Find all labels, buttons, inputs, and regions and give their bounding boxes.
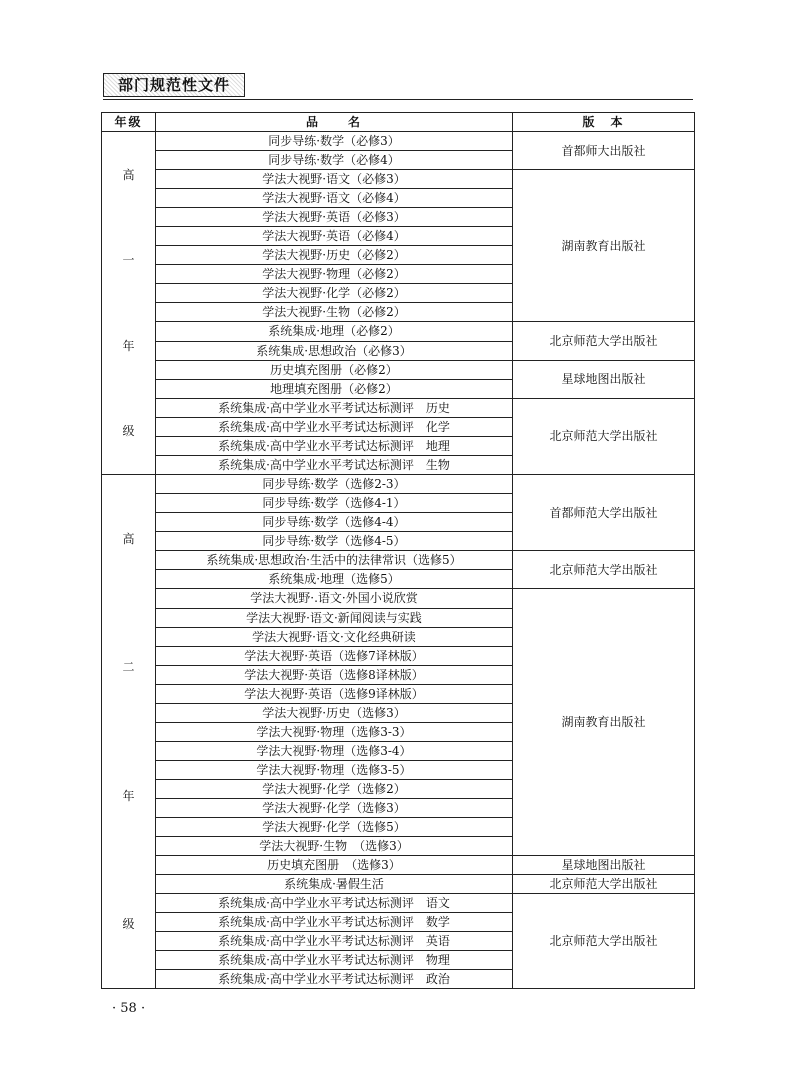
publisher-cell: 北京师范大学出版社 (513, 322, 695, 360)
grade-char: 二 (122, 660, 135, 675)
header-publisher: 版 本 (513, 113, 695, 132)
publisher-cell: 湖南教育出版社 (513, 170, 695, 322)
item-name: 学法大视野·英语（必修4） (156, 227, 513, 246)
item-name: 系统集成·思想政治（必修3） (156, 341, 513, 360)
publisher-cell: 北京师范大学出版社 (513, 398, 695, 474)
item-name: 系统集成·高中学业水平考试达标测评 政治 (156, 970, 513, 989)
item-name: 同步导练·数学（必修4） (156, 151, 513, 170)
item-name: 学法大视野·物理（选修3-5） (156, 760, 513, 779)
publisher-cell: 首都师范大学出版社 (513, 475, 695, 551)
table-row (102, 475, 695, 494)
publisher-cell: 首都师大出版社 (513, 132, 695, 170)
item-name: 系统集成·高中学业水平考试达标测评 语文 (156, 893, 513, 912)
item-name: 学法大视野·物理（选修3-4） (156, 741, 513, 760)
table-header-row (102, 113, 695, 132)
item-name: 系统集成·暑假生活 (156, 874, 513, 893)
publisher-cell: 湖南教育出版社 (513, 589, 695, 855)
item-name: 学法大视野·语文·文化经典研读 (156, 627, 513, 646)
item-name: 学法大视野·.语文·外国小说欣赏 (156, 589, 513, 608)
table-row (102, 893, 695, 912)
table-row (102, 855, 695, 874)
grade-cell (102, 132, 156, 475)
item-name: 学法大视野·化学（选修3） (156, 798, 513, 817)
publisher-cell: 北京师范大学出版社 (513, 874, 695, 893)
table-row (102, 589, 695, 608)
item-name: 系统集成·地理（选修5） (156, 570, 513, 589)
item-name: 学法大视野·生物（必修2） (156, 303, 513, 322)
item-name: 系统集成·高中学业水平考试达标测评 地理 (156, 437, 513, 456)
item-name: 学法大视野·化学（必修2） (156, 284, 513, 303)
grade-char: 级 (122, 916, 135, 931)
item-name: 历史填充图册 （选修3） (156, 855, 513, 874)
textbook-table (101, 112, 695, 989)
item-name: 系统集成·高中学业水平考试达标测评 数学 (156, 913, 513, 932)
item-name: 同步导练·数学（必修3） (156, 132, 513, 151)
item-name: 同步导练·数学（选修4-5） (156, 532, 513, 551)
item-name: 学法大视野·化学（选修2） (156, 779, 513, 798)
item-name: 学法大视野·生物 （选修3） (156, 836, 513, 855)
publisher-cell: 北京师范大学出版社 (513, 551, 695, 589)
header-grade: 年级 (102, 113, 156, 132)
item-name: 学法大视野·物理（选修3-3） (156, 722, 513, 741)
table-row (102, 170, 695, 189)
item-name: 学法大视野·英语（选修7译林版） (156, 646, 513, 665)
item-name: 系统集成·高中学业水平考试达标测评 生物 (156, 456, 513, 475)
grade-char: 高 (122, 167, 135, 182)
item-name: 同步导练·数学（选修4-4） (156, 513, 513, 532)
table-body (102, 132, 695, 989)
item-name: 学法大视野·化学（选修5） (156, 817, 513, 836)
table-row (102, 360, 695, 379)
item-name: 学法大视野·历史（选修3） (156, 703, 513, 722)
publisher-cell: 星球地图出版社 (513, 855, 695, 874)
item-name: 系统集成·高中学业水平考试达标测评 物理 (156, 951, 513, 970)
item-name: 系统集成·高中学业水平考试达标测评 化学 (156, 418, 513, 437)
section-header: 部门规范性文件 (103, 73, 245, 97)
item-name: 学法大视野·语文（必修3） (156, 170, 513, 189)
grade-char: 级 (122, 424, 135, 439)
item-name: 同步导练·数学（选修4-1） (156, 494, 513, 513)
table-row (102, 874, 695, 893)
item-name: 学法大视野·英语（必修3） (156, 208, 513, 227)
table-row (102, 322, 695, 341)
publisher-cell: 北京师范大学出版社 (513, 893, 695, 988)
page-number: · 58 · (112, 1001, 146, 1016)
table-row (102, 132, 695, 151)
item-name: 历史填充图册（必修2） (156, 360, 513, 379)
item-name: 同步导练·数学（选修2-3） (156, 475, 513, 494)
grade-char: 年 (122, 788, 135, 803)
item-name: 系统集成·思想政治·生活中的法律常识（选修5） (156, 551, 513, 570)
item-name: 系统集成·高中学业水平考试达标测评 历史 (156, 398, 513, 417)
item-name: 学法大视野·历史（必修2） (156, 246, 513, 265)
item-name: 学法大视野·语文·新闻阅读与实践 (156, 608, 513, 627)
item-name: 学法大视野·英语（选修8译林版） (156, 665, 513, 684)
item-name: 学法大视野·物理（必修2） (156, 265, 513, 284)
grade-cell (102, 475, 156, 989)
item-name: 系统集成·地理（必修2） (156, 322, 513, 341)
item-name: 系统集成·高中学业水平考试达标测评 英语 (156, 932, 513, 951)
table-row (102, 551, 695, 570)
item-name: 地理填充图册（必修2） (156, 379, 513, 398)
publisher-cell: 星球地图出版社 (513, 360, 695, 398)
table-row (102, 398, 695, 417)
item-name: 学法大视野·英语（选修9译林版） (156, 684, 513, 703)
grade-char: 高 (122, 532, 135, 547)
grade-char: 年 (122, 338, 135, 353)
item-name: 学法大视野·语文（必修4） (156, 189, 513, 208)
grade-char: 一 (122, 253, 135, 268)
header-name: 品 名 (156, 113, 513, 132)
header-divider (103, 99, 693, 100)
